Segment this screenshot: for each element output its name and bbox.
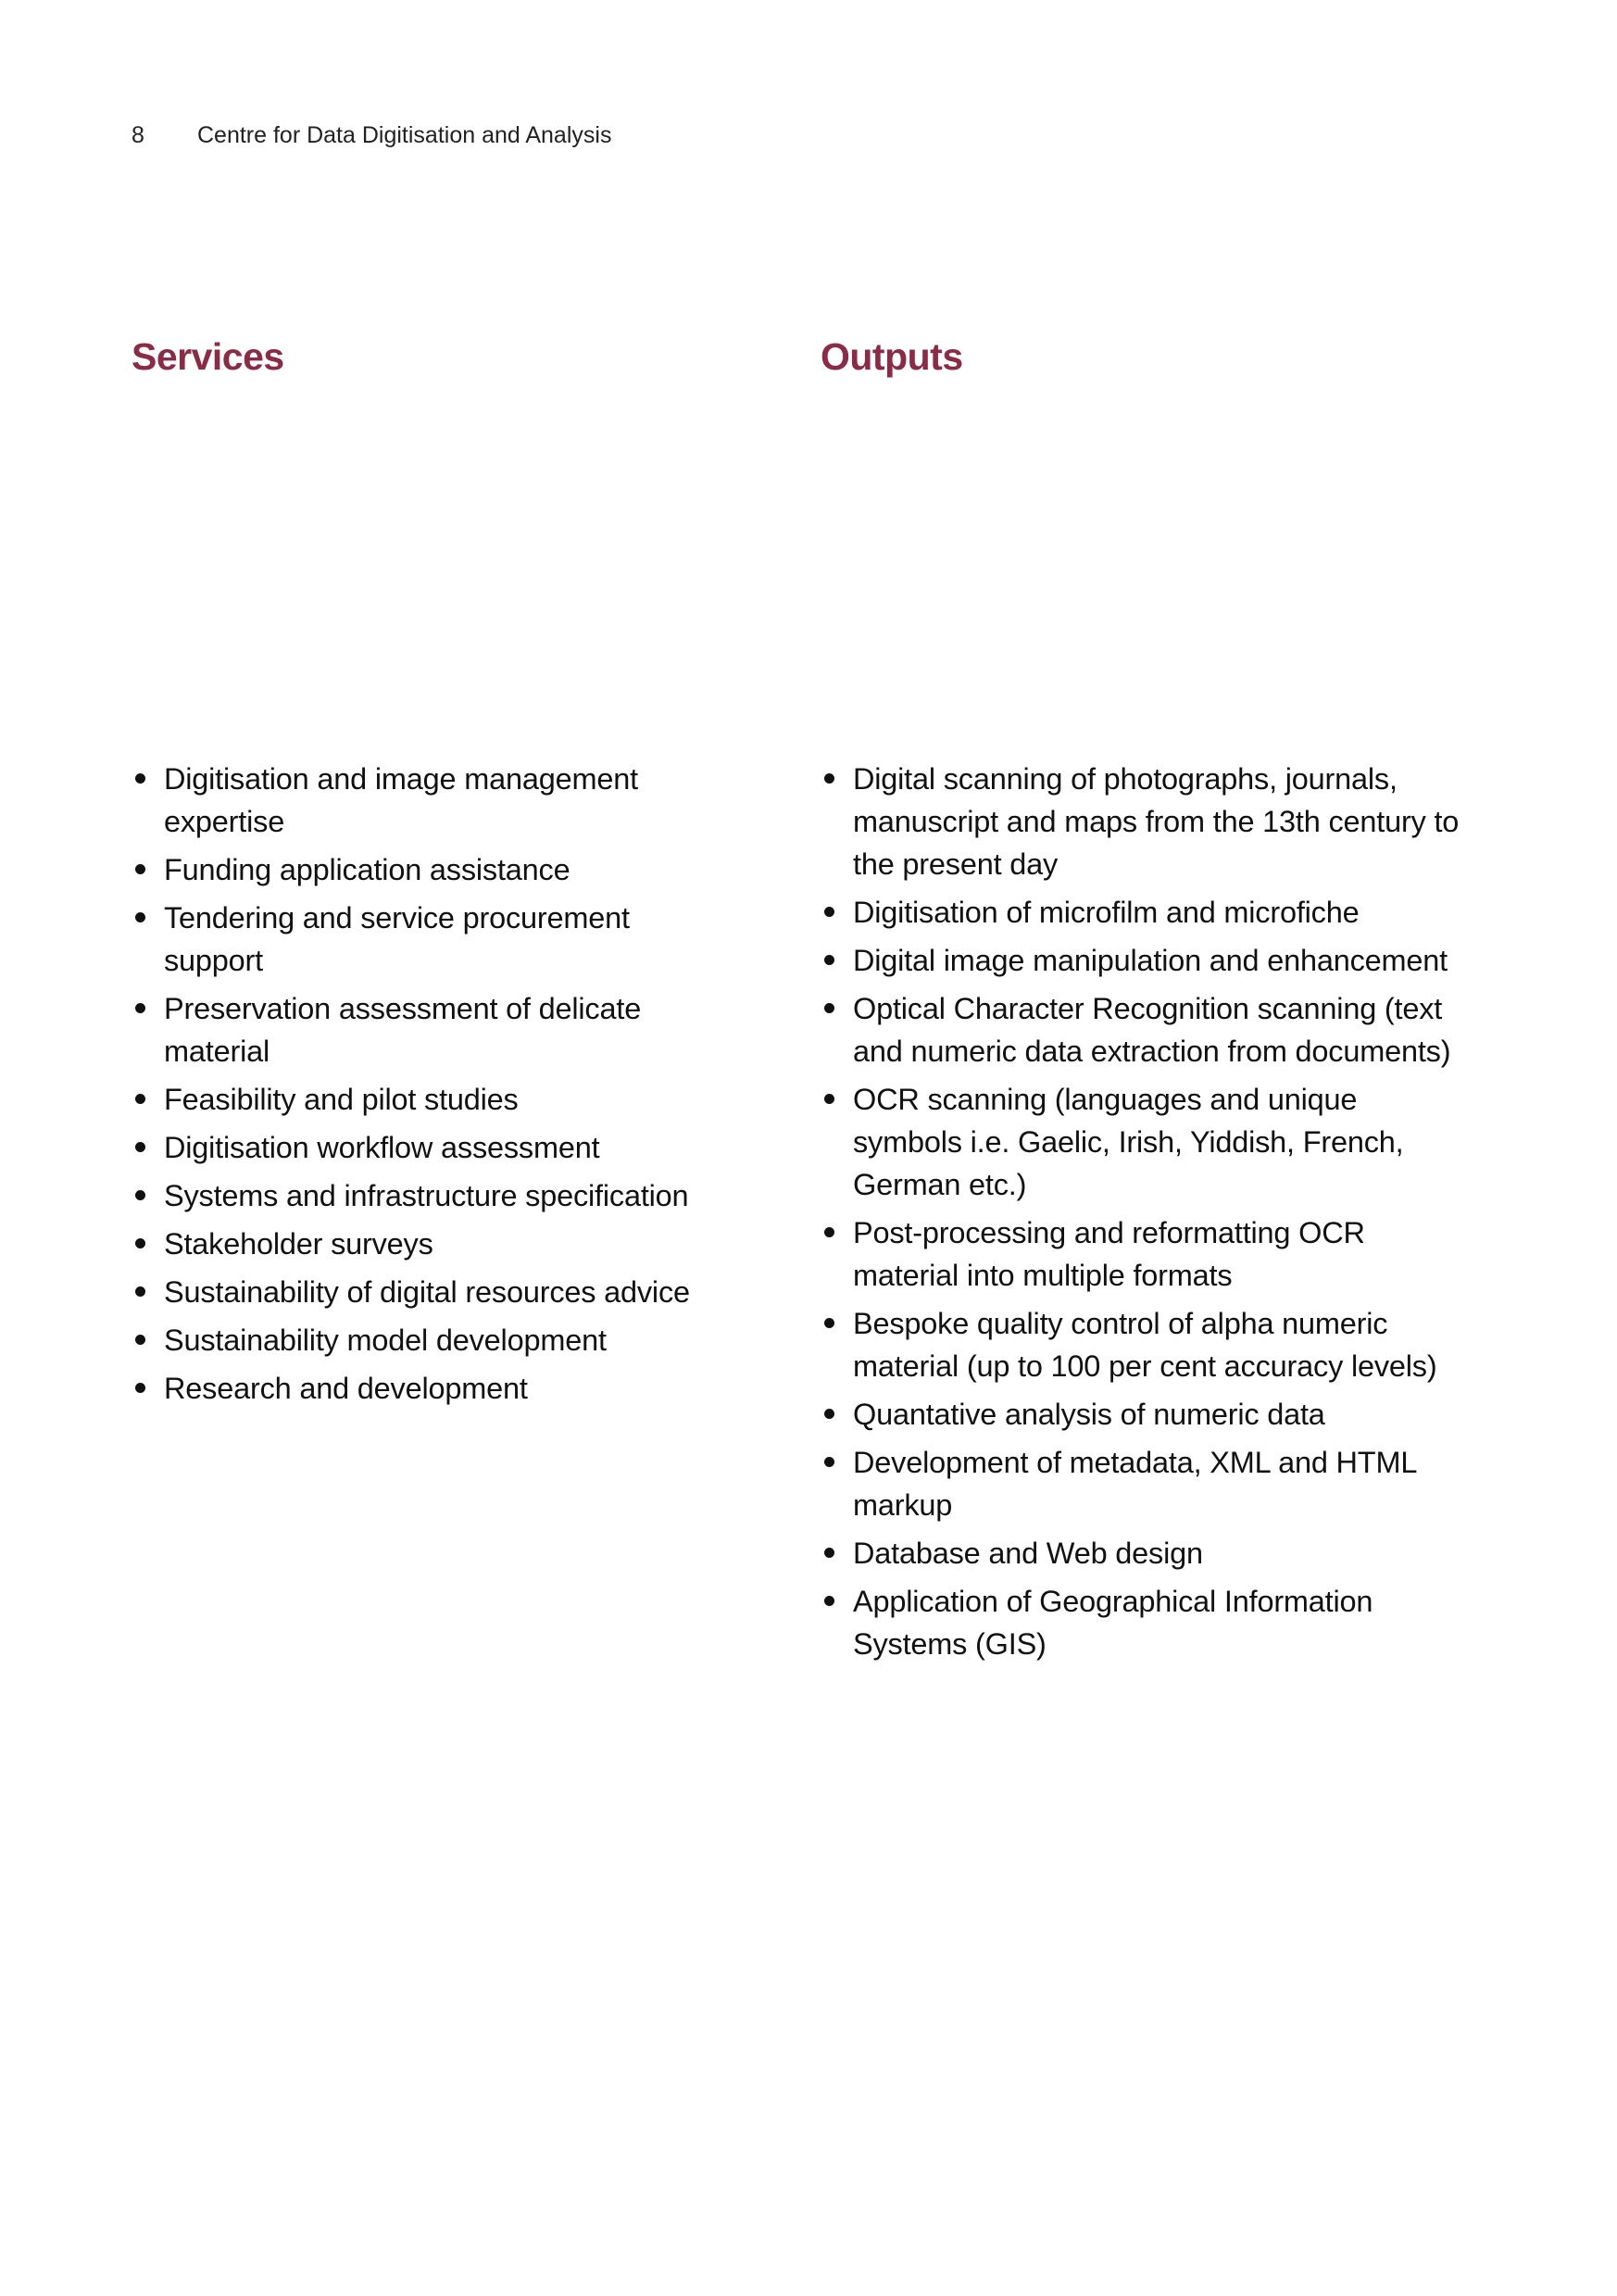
document-title: Centre for Data Digitisation and Analysis [197, 122, 612, 148]
bullet-icon [135, 1383, 145, 1393]
bullet-icon [135, 1238, 145, 1248]
services-column [132, 758, 733, 1415]
bullet-icon [135, 1190, 145, 1200]
list-item: Digital scanning of photographs, journals, manuscript and maps from the 13th century to the present day [821, 758, 1469, 885]
bullet-icon [135, 912, 145, 922]
list-item: Development of metadata, XML and HTML markup [821, 1441, 1469, 1526]
list-item: Application of Geographical Information Systems (GIS) [821, 1580, 1469, 1665]
services-heading: Services [132, 335, 284, 378]
list-item: Digital image manipulation and enhancement [821, 939, 1469, 982]
list-item: Stakeholder surveys [132, 1223, 733, 1265]
list-item: Tendering and service procurement support [132, 897, 733, 982]
bullet-icon [135, 773, 145, 784]
bullet-icon [824, 1094, 834, 1104]
bullet-icon [824, 907, 834, 917]
list-item: Bespoke quality control of alpha numeric material (up to 100 per cent accuracy levels) [821, 1302, 1469, 1387]
services-list [132, 758, 733, 1410]
list-item: Database and Web design [821, 1532, 1469, 1575]
list-item: Quantative analysis of numeric data [821, 1393, 1469, 1436]
bullet-icon [824, 1596, 834, 1606]
list-item: Systems and infrastructure specification [132, 1174, 733, 1217]
bullet-icon [824, 1003, 834, 1013]
bullet-icon [135, 864, 145, 874]
list-item: Post-processing and reformatting OCR material into multiple formats [821, 1211, 1469, 1297]
page-number: 8 [132, 122, 144, 148]
bullet-icon [824, 1457, 834, 1467]
list-item: Sustainability model development [132, 1319, 733, 1361]
list-item: Optical Character Recognition scanning (text and numeric data extraction from documents) [821, 987, 1469, 1073]
bullet-icon [824, 1318, 834, 1328]
outputs-column [821, 758, 1469, 1671]
bullet-icon [824, 773, 834, 784]
list-item: OCR scanning (languages and unique symbols i.e. Gaelic, Irish, Yiddish, French, German etc.) [821, 1078, 1469, 1206]
list-item: Funding application assistance [132, 848, 733, 891]
bullet-icon [824, 955, 834, 965]
bullet-icon [135, 1335, 145, 1345]
bullet-icon [135, 1286, 145, 1297]
bullet-icon [824, 1548, 834, 1558]
list-item: Preservation assessment of delicate material [132, 987, 733, 1073]
bullet-icon [135, 1003, 145, 1013]
list-item: Sustainability of digital resources advice [132, 1271, 733, 1313]
bullet-icon [135, 1094, 145, 1104]
outputs-list [821, 758, 1469, 1665]
bullet-icon [824, 1227, 834, 1237]
list-item: Digitisation workflow assessment [132, 1126, 733, 1169]
list-item: Digitisation of microfilm and microfiche [821, 891, 1469, 934]
list-item: Digitisation and image management expertise [132, 758, 733, 843]
outputs-heading: Outputs [821, 335, 963, 378]
list-item: Feasibility and pilot studies [132, 1078, 733, 1121]
list-item: Research and development [132, 1367, 733, 1410]
bullet-icon [824, 1409, 834, 1419]
bullet-icon [135, 1142, 145, 1152]
